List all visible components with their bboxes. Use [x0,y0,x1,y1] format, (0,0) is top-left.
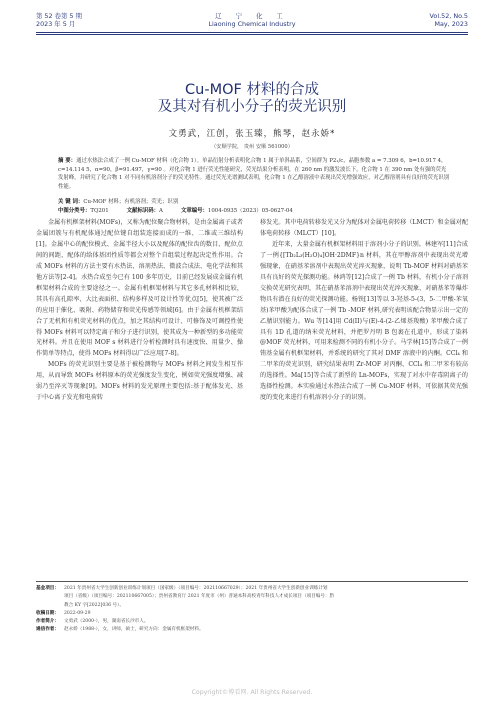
header-date-en: May, 2023 [434,20,468,28]
abstract [58,157,450,192]
received-line [36,610,468,618]
classification-line [58,207,450,216]
paragraph: 移发光。其中电荷转移发光又分为配体对金属电荷转移（LMCT）和金属对配体电荷转移（MLCT）[10]。 [260,219,468,237]
paragraph: 金属有机框架材料(MOFs)，又称为配位聚合物材料，是由金属离子或者金属团簇与有机配体通过配位键自组装连接而成的一维、二维或三维结构[1]。金属中心的配位模式、金属半径大小以及配体的配位齿的数目、配位点间的间距、配体的给体基团性质等都会对整个自组装过程起决定性作用。合成 MOFs 材料的方法主要有水热法、溶剂热法、微波合成法、电化学法和其他方法等[2-4]。水热合成至今已有 100 多年历史，目前已经发展成金属有机框架材料合成的主要途径之一。金属有机框架材料与其它多孔材料相比较，其具有高孔隙率、大比表面积、结构多样及可设计性等优点[5]，使其被广泛的应用于催化、吸附、药物储存和荧光传感等领域[6]。由于金属有机框架结合了无机和有机荧光材料的优点，加之其结构可设计、可修饰及可调控性使得 MOFs 材料可以特定离子和分子进行识别，使其成为一种新型的多功能荧光材料。并且在使用 MOF s 材料进行分析检测时具有速度快、用量少、操作简单等特点，使得 MOFs 材料得以广泛应用[7-8]。 [36,219,243,358]
abstract-label: 摘 要： [58,158,77,164]
keywords-line [58,198,450,207]
keywords-label: 关 键 词： [58,199,84,205]
affiliation: （安顺学院， 贵州 安顺 561000） [211,144,293,150]
funding-label: 基金项目： [36,586,59,591]
header-divider [36,32,468,33]
paragraph: 近年来，大量金属有机框架材料用于溶剂小分子的识别。林建军[11]合成了一例{[Tb₂L₃(H₂O)₄]OH·2DMF}n 材料，其在甲醇溶剂中表现出荧光增强现象，在硝基苯溶剂中表现出荧光淬灭现象，说明 Tb-MOF 材料对硝基苯具有良好的荧光探测功能。林鸿等[12]合成了一例 Tb 材料，有机小分子溶剂交换荧光研究表明，其在硝基苯溶剂中表现出荧光淬灭现象，对硝基苯等爆炸物具有潜在良好的荧光探测功能。杨铁[13]等以 3-羟基-5-(3，5-二甲酸-苯氧基)苯甲酸为配体合成了一例 Tb -MOF 材料,研究表明该配合物显示出一定的乙腈识别能力。Wu 等[14]用 Cd(II)与(E)-4-(2-乙烯基羧酸) 苯甲酸合成了具有 1D 孔道的纳米荧光材料，并把罗丹明 B 包裹在孔道中，形成了染料@MOF 荧光材料，可用来检测不同的有机小分子。马学林[15]等合成了一例铕基金属有机框架材料，并系统的研究了其对 DMF 溶液中的内酮。CCl₄ 和二甲苯的荧光识别，研究结果表明 Zr-MOF 对丙酮、CCl₄ 和二甲苯有较高的选择性。Ma[15]等合成了新型的 Ln-MOFs，实现了对水中存毒阴离子的选择性检测。本实验通过水热法合成了一例 Cu-MOF 材料，可依据其荧光强度的变化来进行有机溶剂小分子的识别。 [260,240,468,402]
title-line-2: 及其对有机小分子的荧光识别 [157,99,347,115]
author-bio-line [36,618,468,626]
header-volume: 第 52 卷第 5 期 [36,12,82,20]
corresponding-line [36,626,468,634]
header-right [430,12,468,28]
article-number-value: 1004-0935（2023）05-0627-04 [207,207,293,214]
clc-value: TQ201 [90,207,109,214]
body-column-right [260,218,468,404]
author-bio: 文勇武（2000-），男，湖南省长沙市人。 [64,619,149,625]
funding-text-3: 教合 KY 字[2022]036 号）。 [64,602,125,608]
doc-code-label: 文献标识码： [126,207,160,214]
corresponding-label: 通信作者： [36,627,59,633]
author-bio-label: 作者简介： [36,619,59,625]
clc-label: 中图分类号： [58,207,91,214]
received-date: 2022-09-29 [64,610,91,616]
author-list: 文勇武，江创，张玉臻，熊琴，赵永娇* [168,129,336,139]
funding-text-2: 项目（省级）（项目编号：202110667005）；贵州省教育厅 2021 年度市（州）普通本科高校青年科技人才成长项目（项目编号：黔 [64,594,335,600]
body-column-left [36,218,243,404]
corresponding-author: 赵永娇（1988-），女，讲师，硕士，研究方向：金属有机框架材料。 [64,627,204,633]
header-journal-cn: 辽 宁 化 工 [215,12,289,20]
article-meta [58,198,450,215]
header-journal-en: Liaoning Chemical Industry [208,20,296,28]
funding-text-1: 2021 年贵州省大学生创新创业训练计划项目（国家级）（项目编号：202110667029）；2021 年贵州省大学生创新创业训练计划 [64,586,328,591]
header-divider-thin [36,34,468,35]
footnote-divider [36,581,468,582]
header-date: 2023 年 5 月 [36,20,76,28]
keywords-text: Cu-MOF 材料；有机溶剂；荧光；识别 [83,199,179,205]
copyright-watermark: Copyright©博看网. All Rights Reserved. [191,689,313,696]
journal-header [36,12,468,34]
doc-code-value: A [159,207,163,214]
funding-line [36,585,468,593]
header-center [36,12,468,28]
paragraph: MOFs 的荧光识别主要是基于被检测物与 MOFs 材料之间发生相互作用，从而导致 MOFs 材料原本的荧光强度发生变化，例如荧光强度增强、减弱乃至淬灭等现象[9]。MOFs 材料的发光原理主要包括:基于配体发光、基于中心离子发光和电荷转 [36,361,243,402]
abstract-text: 通过水热法合成了一例 Cu-MOF 材料（化合物 1）。单晶衍射分析表明化合物 1 属于单斜晶系，空间群为 P2₁/c，晶胞参数 a = 7.309 6，b=10.917 4，c=14.114 5，α=90，β=91.497，γ=90 。对化合物 1 进行荧光性能研究，荧光结果分析表明，在 260 nm 的激发波长下，化合物 1 在 390 nm 处有强的荧光发射峰，并研究了化合物 1 对不同有机溶剂分子的荧光特性。通过荧光光谱测试表明，化合物 1 在乙醇溶液中表现出荧光增强效应，对乙醇溶剂具有良好的荧光识别性能。 [58,158,450,191]
header-vol-en: Vol.52, No.5 [429,12,468,20]
received-label: 收稿日期： [36,610,59,616]
paper-title [0,82,504,116]
title-line-1: Cu-MOF 材料的合成 [185,82,319,98]
footnotes [36,585,468,635]
article-number-label: 文章编号： [180,207,208,214]
